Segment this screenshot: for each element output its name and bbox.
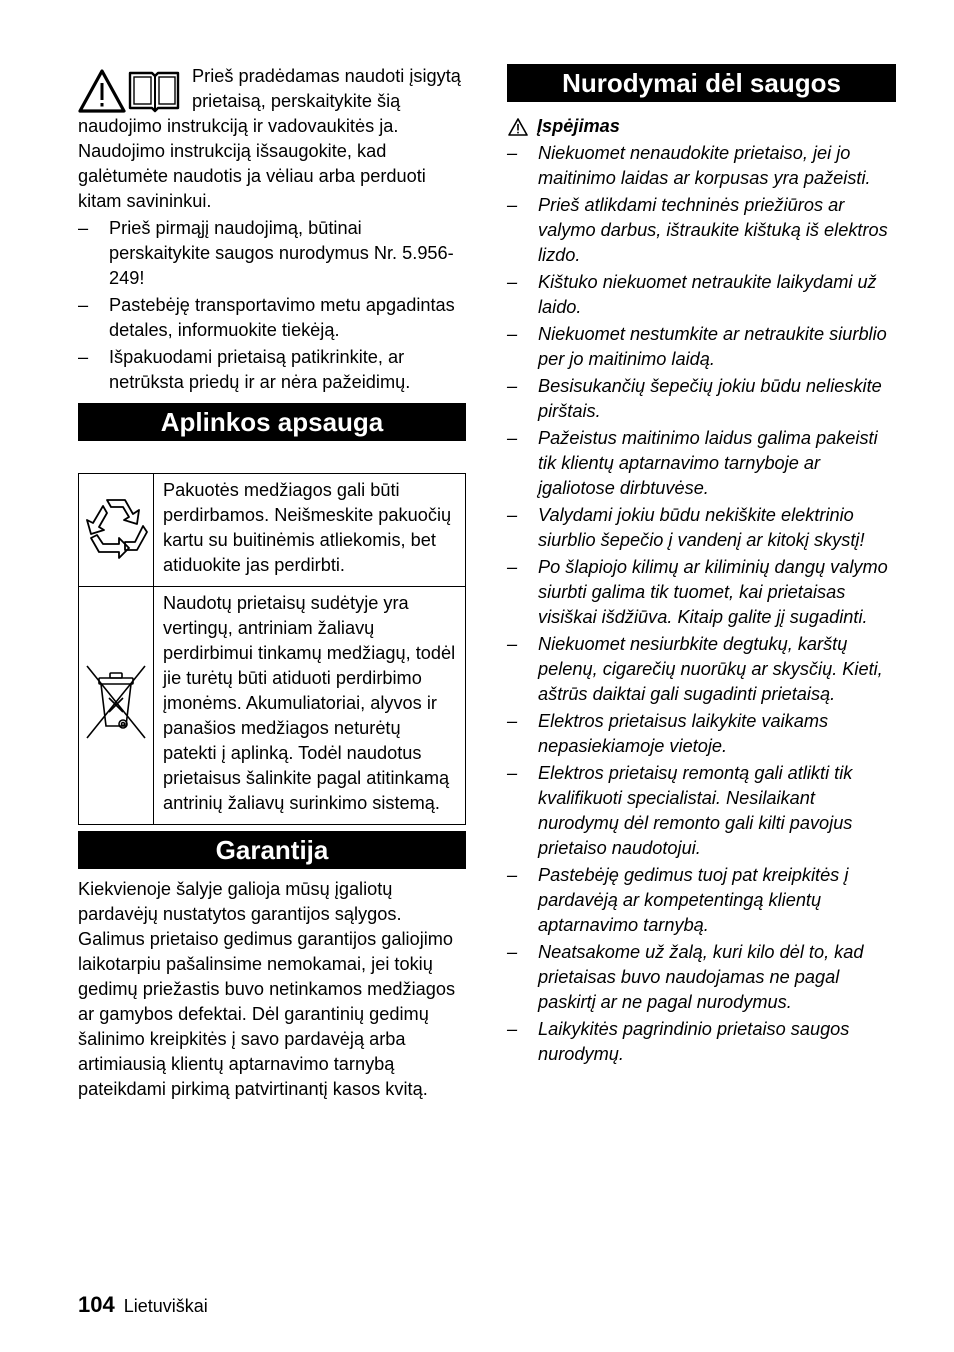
- list-item: – Po šlapiojo kilimų ar kiliminių dangų valymo siurbti galima tik tuomet, kai prietaisas visiškai išdžiūva. Kitaip galite jį sugadinti.: [507, 555, 896, 630]
- list-item: – Niekuomet nestumkite ar netraukite siurblio per jo maitinimo laidą.: [507, 322, 896, 372]
- table-row: [79, 587, 466, 825]
- list-item: – Elektros prietaisų remontą gali atlikti tik kvalifikuoti specialistai. Nesilaikant nurodymų dėl remonto gali kilti pavojus prietaiso naudotojui.: [507, 761, 896, 861]
- list-item: – Valydami jokiu būdu nekiškite elektrinio siurblio šepečio į vandenį ar kitokį skystį!: [507, 503, 896, 553]
- right-column: [507, 64, 896, 1067]
- page-footer: [78, 1292, 208, 1318]
- intro-list: [78, 216, 466, 395]
- list-item: – Prieš pirmąjį naudojimą, būtinai perskaitykite saugos nurodymus Nr. 5.956-249!: [78, 216, 466, 291]
- intro-block: [78, 64, 466, 214]
- list-item: – Pažeistus maitinimo laidus galima pakeisti tik klientų aptarnavimo tarnyboje ar įgaliotose dirbtuvėse.: [507, 426, 896, 501]
- crossed-bin-icon-cell: [79, 587, 154, 825]
- list-item: – Pastebėję gedimus tuoj pat kreipkitės į pardavėją ar kompetentingą klientų aptarnavimo tarnybą.: [507, 863, 896, 938]
- list-item: – Niekuomet nesiurbkite degtukų, karštų pelenų, cigarečių nuorūkų ar skysčių. Kieti, aštrūs daiktai gali sugadinti prietaisą.: [507, 632, 896, 707]
- page-number: 104: [78, 1292, 115, 1317]
- recycle-text: Pakuotės medžiagos gali būti perdirbamos. Neišmeskite pakuočių kartu su buitinėmis atliekomis, bet atiduokite jas perdirbti.: [154, 474, 466, 587]
- list-item: – Neatsakome už žalą, kuri kilo dėl to, kad prietaisas buvo naudojamas ne pagal paskirtį ar ne pagal nurodymus.: [507, 940, 896, 1015]
- recycle-icon: [79, 490, 153, 564]
- list-item: – Išpakuodami prietaisą patikrinkite, ar netrūksta priedų ir ar nėra pažeidimų.: [78, 345, 466, 395]
- warning-title: [507, 114, 896, 139]
- warranty-heading: Garantija: [78, 831, 466, 869]
- safety-heading: Nurodymai dėl saugos: [507, 64, 896, 102]
- list-item: – Besisukančių šepečių jokiu būdu nelieskite pirštais.: [507, 374, 896, 424]
- list-item: – Pastebėję transportavimo metu apgadintas detales, informuokite tiekėją.: [78, 293, 466, 343]
- list-item: – Elektros prietaisus laikykite vaikams nepasiekiamoje vietoje.: [507, 709, 896, 759]
- list-item: – Kištuko niekuomet netraukite laikydami už laido.: [507, 270, 896, 320]
- list-item: – Prieš atlikdami techninės priežiūros ar valymo darbus, ištraukite kištuką iš elektros lizdo.: [507, 193, 896, 268]
- page-language: Lietuviškai: [123, 1296, 208, 1316]
- intro-text: Prieš pradėdamas naudoti įsigytą prietaisą, perskaitykite šią naudojimo instrukciją ir vadovaukitės ja. Naudojimo instrukciją išsaugokite, kad galėtumėte naudotis ja vėliau arba perduoti kitam savininkui.: [78, 66, 461, 211]
- list-item: – Laikykitės pagrindinio prietaiso saugos nurodymų.: [507, 1017, 896, 1067]
- crossed-bin-text: Naudotų prietaisų sudėtyje yra vertingų, antriniam žaliavų perdirbimui tinkamų medžiagų, todėl jie turėtų būti atiduoti perdirbimo įmonėms. Akumuliatoriai, alyvos ir panašios medžiagos neturėtų patekti į aplinką. Todėl naudotus prietaisus šalinkite pagal atitinkamą antrinių žaliavų surinkimo sistemą.: [154, 587, 466, 825]
- warning-manual-icon: [78, 68, 180, 114]
- list-item: – Niekuomet nenaudokite prietaiso, jei jo maitinimo laidas ar korpusas yra pažeisti.: [507, 141, 896, 191]
- left-column: [78, 64, 466, 1102]
- environment-table: [78, 473, 466, 825]
- warning-label: Įspėjimas: [537, 116, 620, 136]
- table-row: [79, 474, 466, 587]
- warranty-text: Kiekvienoje šalyje galioja mūsų įgaliotų pardavėjų nustatytos garantijos sąlygos. Galimus prietaiso gedimus garantijos galiojimo laikotarpiu pašalinsime nemokamai, jei tokių gedimų priežastis buvo netinkamos medžiagos ar gamybos defektai. Dėl garantinių gedimų šalinimo kreipkitės į savo pardavėją arba artimiausią klientų aptarnavimo tarnybą pateikdami pirkimą patvirtinantį kasos kvitą.: [78, 879, 456, 1099]
- crossed-bin-icon: [83, 662, 149, 742]
- recycle-icon-cell: [79, 474, 154, 587]
- warning-triangle-icon: [507, 117, 529, 137]
- environment-heading: Aplinkos apsauga: [78, 403, 466, 441]
- safety-list: [507, 141, 896, 1067]
